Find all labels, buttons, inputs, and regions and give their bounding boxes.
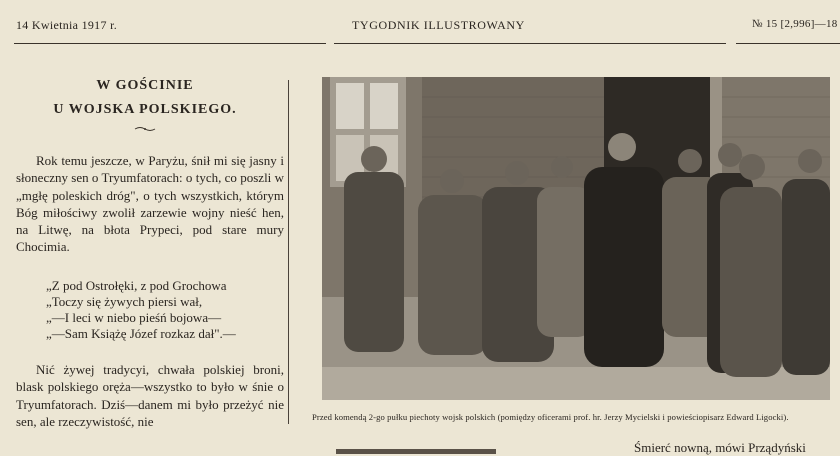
next-column-fragment: Śmierć nowną, mówi Prządyński [634,440,806,455]
poem-quote [46,278,236,342]
article-title-line2: U WOJSKA POLSKIEGO. [53,102,237,117]
issue-number: № 15 [2,996]—18 [752,18,838,30]
ornament-icon [134,126,156,132]
historical-photo [322,77,830,400]
publication-title: TYGODNIK ILLUSTROWANY [352,18,525,32]
header-rule-left [14,43,326,44]
poem-line: „—Sam Książę Józef rozkaz dał".— [46,326,236,341]
photo-illustration [322,77,830,400]
bottom-image-edge [336,449,496,454]
issue-date: 14 Kwietnia 1917 r. [16,18,118,32]
poem-line: „Toczy się żywych piersi wał, [46,294,203,309]
article-paragraph-2: Nić żywej tradycyi, chwała polskiej broni, blask polskiego oręża—wszystko to było w śnie o Tryumfatorach. Dziś—danem mi było przeżyć nie sen, ale rzeczywistość, nie [16,362,284,429]
header-rule-center [334,43,726,44]
poem-line: „—I leci w niebo pieśń bojowa— [46,310,222,325]
poem-line: „Z pod Ostrołęki, z pod Grochowa [46,278,227,293]
photo-caption: Przed komendą 2-go pułku piechoty wojsk polskich (pomiędzy oficerami prof. hr. Jerzy Mycielski i powieściopisarz Edward Ligocki). [312,412,789,422]
article-paragraph-1: Rok temu jeszcze, w Paryżu, śnił mi się jasny i słoneczny sen o Tryumfatorach: o tych, co poszli w „mgłę poleskich dróg", o tych wszystkich, którym Bóg miłościwy zwolił zarzewie wojny nieść hen, na Litwę, na błota Prypeci, pod stare mury Chocimia. [16,153,284,255]
column-divider [288,80,289,424]
article-title-line1: W GOŚCINIE [96,78,194,93]
header-rule-right [736,43,840,44]
